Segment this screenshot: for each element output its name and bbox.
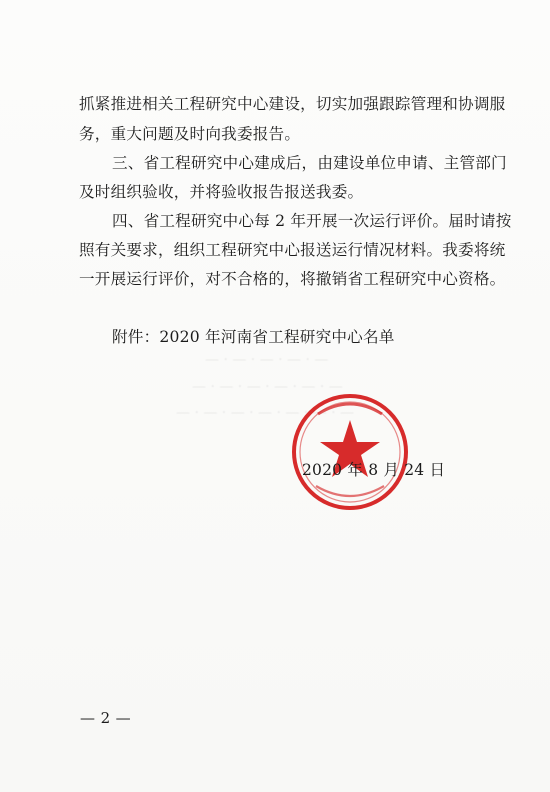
body-line-7: 一开展运行评价，对不合格的，将撤销省工程研究中心资格。 <box>79 270 506 288</box>
body-line-4: 及时组织验收，并将验收报告报送我委。 <box>79 183 364 201</box>
bleed-through-text-2: — · — · — · — · — · — <box>192 379 343 395</box>
body-line-5: 四、省工程研究中心每 2 年开展一次运行评价。届时请按 <box>112 212 512 230</box>
body-line-2: 务，重大问题及时向我委报告。 <box>79 125 301 143</box>
signature-date: 2020 年 8 月 24 日 <box>302 461 446 479</box>
body-line-1: 抓紧推进相关工程研究中心建设，切实加强跟踪管理和协调服 <box>79 95 506 113</box>
page-number: — 2 — <box>80 709 132 727</box>
body-line-3: 三、省工程研究中心建成后，由建设单位申请、主管部门 <box>112 154 507 172</box>
official-seal <box>288 390 412 514</box>
bleed-through-text-1: — · — · — · — · — <box>205 352 329 368</box>
body-line-6: 照有关要求，组织工程研究中心报送运行情况材料。我委将统 <box>79 241 506 259</box>
attachment-line: 附件：2020 年河南省工程研究中心名单 <box>112 328 395 346</box>
bleed-through-text-3: — · — · — · — · — · — · — <box>176 405 355 421</box>
